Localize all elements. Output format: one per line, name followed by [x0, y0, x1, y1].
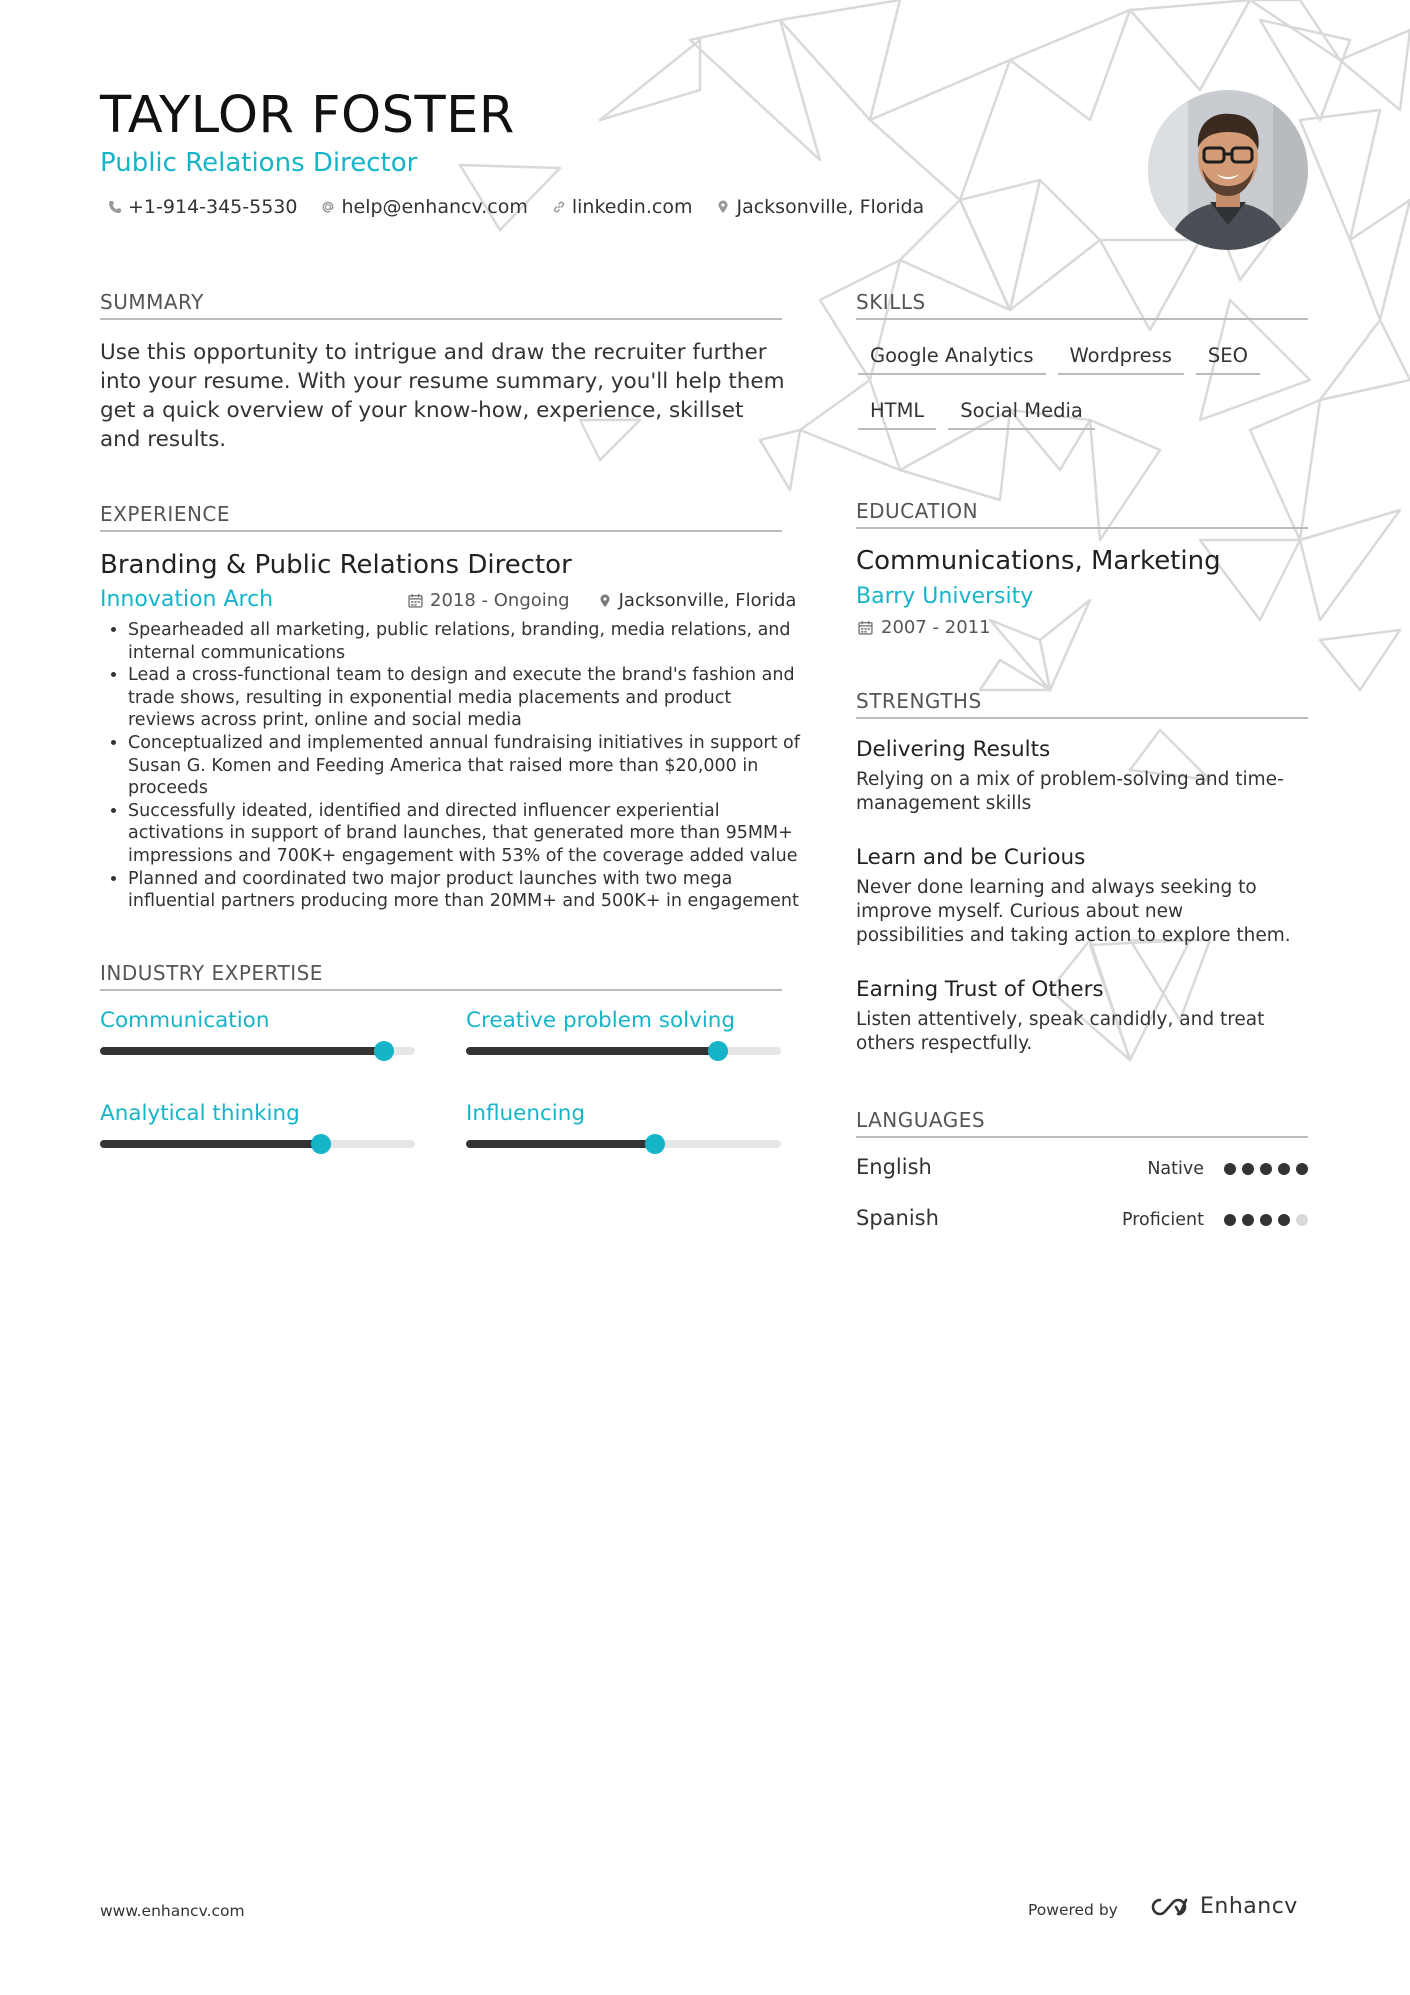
job-bullet: • Conceptualized and implemented annual fundraising initiatives in support of Susan G. Komen and Feeding America that raised more than $20,000 in proceeds: [128, 732, 800, 800]
expertise-item: [466, 1101, 781, 1148]
profile-photo: [1148, 90, 1308, 250]
calendar-icon: [408, 593, 423, 608]
location-pin-icon: [716, 200, 730, 214]
strength-item: [856, 845, 1296, 948]
expertise-item: [100, 1008, 415, 1055]
phone-icon: [108, 200, 122, 214]
contact-location: [716, 196, 924, 218]
strength-title: Earning Trust of Others: [856, 977, 1104, 1002]
job-bullet: • Spearheaded all marketing, public relations, branding, media relations, and internal communications: [128, 619, 800, 664]
contact-phone[interactable]: [108, 196, 297, 218]
contact-bar: [108, 196, 924, 218]
footer-brand-name: Enhancv: [1200, 1894, 1298, 1919]
expertise-bar: [100, 1140, 415, 1148]
expertise-bar-fill: [100, 1047, 384, 1055]
skill-tag: Google Analytics: [858, 340, 1046, 375]
expertise-bar-knob: [311, 1134, 331, 1154]
languages-heading: LANGUAGES: [856, 1108, 1308, 1138]
summary-text: Use this opportunity to intrigue and draw the recruiter further into your resume. With your resume summary, you'll help them get a quick overview of your know-how, experience, skillset and results.: [100, 340, 785, 452]
link-icon: [552, 200, 566, 214]
job-dates: [408, 590, 570, 611]
expertise-label: Influencing: [466, 1101, 586, 1126]
expertise-bar: [466, 1047, 781, 1055]
candidate-title: Public Relations Director: [100, 148, 418, 178]
education-degree: Communications, Marketing: [856, 546, 1221, 576]
language-rating: [1224, 1163, 1308, 1175]
contact-linkedin[interactable]: [552, 196, 693, 218]
avatar: [1148, 90, 1308, 250]
footer-url[interactable]: www.enhancv.com: [100, 1902, 245, 1920]
job-bullet: • Successfully ideated, identified and directed influencer experiential activations in support of brand launches, that generated more than 95MM+ impressions and 700K+ engagement with 53% of the coverage added value: [128, 800, 800, 868]
strength-title: Learn and be Curious: [856, 845, 1086, 870]
language-name: Spanish: [856, 1206, 939, 1230]
job-title: Branding & Public Relations Director: [100, 550, 572, 580]
expertise-item: [100, 1101, 415, 1148]
skills-heading: SKILLS: [856, 290, 1308, 320]
education-heading: EDUCATION: [856, 499, 1308, 529]
rating-dot-filled: [1260, 1214, 1272, 1226]
language-row: [856, 1206, 1308, 1236]
expertise-bar-knob: [645, 1134, 665, 1154]
language-level: Native: [1147, 1159, 1204, 1179]
education-dates: [858, 617, 991, 638]
skill-tag: Wordpress: [1058, 340, 1184, 375]
at-icon: [321, 200, 335, 214]
location-text: Jacksonville, Florida: [736, 196, 925, 218]
expertise-bar-knob: [374, 1041, 394, 1061]
footer-brand[interactable]: [1146, 1894, 1298, 1919]
job-location-text: Jacksonville, Florida: [618, 590, 797, 611]
email-text: help@enhancv.com: [341, 196, 528, 218]
strength-desc: Listen attentively, speak candidly, and treat others respectfully.: [856, 1009, 1265, 1054]
summary-heading: SUMMARY: [100, 290, 782, 320]
strength-desc: Never done learning and always seeking to improve myself. Curious about new possibilities and taking action to explore them.: [856, 877, 1291, 946]
strength-item: [856, 737, 1296, 816]
industry-expertise-heading: INDUSTRY EXPERTISE: [100, 961, 782, 991]
job-meta: [408, 590, 796, 611]
skill-tag: SEO: [1196, 340, 1260, 375]
rating-dot-empty: [1296, 1214, 1308, 1226]
location-pin-icon: [598, 594, 612, 608]
candidate-name: TAYLOR FOSTER: [100, 86, 515, 145]
rating-dot-filled: [1242, 1214, 1254, 1226]
contact-email[interactable]: [321, 196, 527, 218]
strength-desc: Relying on a mix of problem-solving and time-management skills: [856, 769, 1284, 814]
linkedin-text: linkedin.com: [571, 196, 693, 218]
language-rating: [1224, 1214, 1308, 1226]
job-location: [598, 590, 797, 611]
rating-dot-filled: [1296, 1163, 1308, 1175]
language-row: [856, 1155, 1308, 1185]
job-bullet: • Lead a cross-functional team to design and execute the brand's fashion and trade shows, resulting in exponential media placements and product reviews across print, online and social media: [128, 664, 800, 732]
rating-dot-filled: [1260, 1163, 1272, 1175]
expertise-bar-fill: [466, 1047, 718, 1055]
job-dates-text: 2018 - Ongoing: [430, 590, 570, 611]
expertise-bar-fill: [466, 1140, 655, 1148]
education-school: Barry University: [856, 584, 1034, 609]
rating-dot-filled: [1278, 1163, 1290, 1175]
rating-dot-filled: [1224, 1163, 1236, 1175]
job-bullets: [110, 619, 800, 913]
education-dates-text: 2007 - 2011: [881, 617, 991, 638]
expertise-label: Analytical thinking: [100, 1101, 300, 1126]
enhancv-logo-icon: [1146, 1895, 1192, 1919]
footer-powered-by: Powered by: [1028, 1901, 1118, 1919]
skill-tag: Social Media: [948, 395, 1095, 430]
skills-list: [858, 340, 1318, 430]
expertise-bar-knob: [708, 1041, 728, 1061]
phone-text: +1-914-345-5530: [128, 196, 298, 218]
job-company: Innovation Arch: [100, 587, 274, 612]
expertise-bar: [466, 1140, 781, 1148]
strength-title: Delivering Results: [856, 737, 1051, 762]
expertise-bar-fill: [100, 1140, 321, 1148]
language-name: English: [856, 1155, 932, 1179]
expertise-bar: [100, 1047, 415, 1055]
skill-tag: HTML: [858, 395, 936, 430]
expertise-item: [466, 1008, 781, 1055]
strengths-heading: STRENGTHS: [856, 689, 1308, 719]
strength-item: [856, 977, 1296, 1056]
experience-heading: EXPERIENCE: [100, 502, 782, 532]
expertise-label: Creative problem solving: [466, 1008, 736, 1033]
rating-dot-filled: [1242, 1163, 1254, 1175]
rating-dot-filled: [1278, 1214, 1290, 1226]
calendar-icon: [858, 620, 873, 635]
rating-dot-filled: [1224, 1214, 1236, 1226]
expertise-label: Communication: [100, 1008, 270, 1033]
job-bullet: • Planned and coordinated two major product launches with two mega influential partners producing more than 20MM+ and 500K+ in engagement: [128, 868, 800, 913]
language-level: Proficient: [1122, 1210, 1204, 1230]
